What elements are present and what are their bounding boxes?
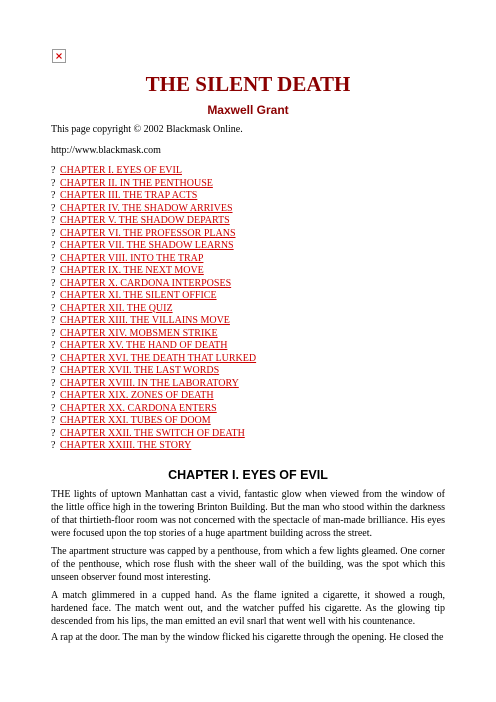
toc-link[interactable]: CHAPTER XIX. ZONES OF DEATH bbox=[60, 390, 214, 401]
toc-item bbox=[51, 428, 256, 441]
toc-bullet: ? bbox=[51, 302, 56, 314]
toc-item bbox=[51, 190, 256, 203]
toc-bullet: ? bbox=[51, 390, 56, 401]
toc-item bbox=[51, 440, 256, 453]
toc-link[interactable]: CHAPTER XVI. THE DEATH THAT LURKED bbox=[60, 352, 257, 364]
toc-bullet: ? bbox=[51, 315, 56, 326]
toc-bullet: ? bbox=[51, 240, 56, 251]
toc-item bbox=[51, 228, 256, 241]
toc-link[interactable]: CHAPTER XII. THE QUIZ bbox=[60, 302, 173, 314]
toc-bullet: ? bbox=[51, 265, 56, 276]
toc-item bbox=[51, 365, 256, 378]
toc-bullet: ? bbox=[51, 227, 56, 239]
copyright-notice: This page copyright © 2002 Blackmask Online. bbox=[51, 124, 243, 135]
broken-image-icon bbox=[52, 49, 66, 63]
toc-link[interactable]: CHAPTER X. CARDONA INTERPOSES bbox=[60, 277, 232, 289]
toc-link[interactable]: CHAPTER XIV. MOBSMEN STRIKE bbox=[60, 327, 218, 339]
toc-bullet: ? bbox=[51, 165, 56, 176]
paragraph: THE lights of uptown Manhattan cast a vivid, fantastic glow when viewed from the window of the little office high in the towering Brinton Building. But the man who stood within the darkness of that thirtieth-floor room was not concerned with the spectacle of man-made brilliance. His eyes were focused upon the top stories of a huge apartment building across the street. bbox=[51, 489, 445, 539]
toc-bullet: ? bbox=[51, 277, 56, 289]
toc-link[interactable]: CHAPTER II. IN THE PENTHOUSE bbox=[60, 177, 213, 189]
toc-item bbox=[51, 315, 256, 328]
toc-link[interactable]: CHAPTER VIII. INTO THE TRAP bbox=[60, 252, 204, 264]
toc-link[interactable]: CHAPTER VII. THE SHADOW LEARNS bbox=[60, 240, 234, 251]
toc-item bbox=[51, 278, 256, 291]
broken-image-x-icon bbox=[56, 53, 62, 59]
toc-link[interactable]: CHAPTER IV. THE SHADOW ARRIVES bbox=[60, 202, 233, 214]
toc-link[interactable]: CHAPTER XIII. THE VILLAINS MOVE bbox=[60, 315, 230, 326]
toc-bullet: ? bbox=[51, 415, 56, 426]
book-author: Maxwell Grant bbox=[207, 103, 289, 117]
toc-item bbox=[51, 415, 256, 428]
toc-item bbox=[51, 303, 256, 316]
toc-item bbox=[51, 290, 256, 303]
toc-link[interactable]: CHAPTER IX. THE NEXT MOVE bbox=[60, 265, 204, 276]
toc-link[interactable]: CHAPTER XX. CARDONA ENTERS bbox=[60, 402, 217, 414]
toc-bullet: ? bbox=[51, 377, 56, 389]
source-url: http://www.blackmask.com bbox=[51, 145, 161, 156]
toc-link[interactable]: CHAPTER III. THE TRAP ACTS bbox=[60, 190, 198, 201]
paragraph: A rap at the door. The man by the window flicked his cigarette through the opening. He closed the bbox=[51, 632, 444, 643]
toc-item bbox=[51, 378, 256, 391]
toc-item bbox=[51, 203, 256, 216]
toc-bullet: ? bbox=[51, 190, 56, 201]
toc-bullet: ? bbox=[51, 440, 56, 451]
toc-bullet: ? bbox=[51, 252, 56, 264]
toc-link[interactable]: CHAPTER V. THE SHADOW DEPARTS bbox=[60, 215, 230, 226]
toc-item bbox=[51, 165, 256, 178]
toc-bullet: ? bbox=[51, 352, 56, 364]
toc-item bbox=[51, 240, 256, 253]
toc-item bbox=[51, 390, 256, 403]
paragraph: The apartment structure was capped by a penthouse, from which a few lights gleamed. One corner of the penthouse, which rose flush with the sheer wall of the building, was the spot which this unseen observer found most interesting. bbox=[51, 546, 445, 583]
toc-item bbox=[51, 215, 256, 228]
toc-link[interactable]: CHAPTER VI. THE PROFESSOR PLANS bbox=[60, 227, 236, 239]
toc-item bbox=[51, 328, 256, 341]
toc-link[interactable]: CHAPTER XVIII. IN THE LABORATORY bbox=[60, 377, 239, 389]
toc-bullet: ? bbox=[51, 215, 56, 226]
toc-link[interactable]: CHAPTER XI. THE SILENT OFFICE bbox=[60, 290, 217, 301]
toc-bullet: ? bbox=[51, 202, 56, 214]
toc-bullet: ? bbox=[51, 290, 56, 301]
toc-link[interactable]: CHAPTER XXII. THE SWITCH OF DEATH bbox=[60, 427, 245, 439]
toc-bullet: ? bbox=[51, 365, 56, 376]
book-title: THE SILENT DEATH bbox=[145, 72, 351, 96]
toc-item bbox=[51, 253, 256, 266]
toc-bullet: ? bbox=[51, 327, 56, 339]
toc-link[interactable]: CHAPTER XVII. THE LAST WORDS bbox=[60, 365, 220, 376]
toc-item bbox=[51, 353, 256, 366]
toc-item bbox=[51, 178, 256, 191]
toc-link[interactable]: CHAPTER I. EYES OF EVIL bbox=[60, 165, 182, 176]
paragraph: A match glimmered in a cupped hand. As the flame ignited a cigarette, it showed a rough, hardened face. The match went out, and the watcher puffed his cigarette. As the glowing tip descended from his lips, the man emitted an evil snarl that went well with his countenance. bbox=[51, 590, 445, 627]
toc-item bbox=[51, 340, 256, 353]
toc-item bbox=[51, 403, 256, 416]
toc-link[interactable]: CHAPTER XXI. TUBES OF DOOM bbox=[60, 415, 211, 426]
toc-item bbox=[51, 265, 256, 278]
chapter-heading: CHAPTER I. EYES OF EVIL bbox=[168, 468, 328, 482]
toc-bullet: ? bbox=[51, 340, 56, 351]
toc-link[interactable]: CHAPTER XXIII. THE STORY bbox=[60, 440, 192, 451]
toc-bullet: ? bbox=[51, 177, 56, 189]
table-of-contents bbox=[51, 165, 256, 453]
toc-bullet: ? bbox=[51, 402, 56, 414]
toc-bullet: ? bbox=[51, 427, 56, 439]
toc-link[interactable]: CHAPTER XV. THE HAND OF DEATH bbox=[60, 340, 228, 351]
